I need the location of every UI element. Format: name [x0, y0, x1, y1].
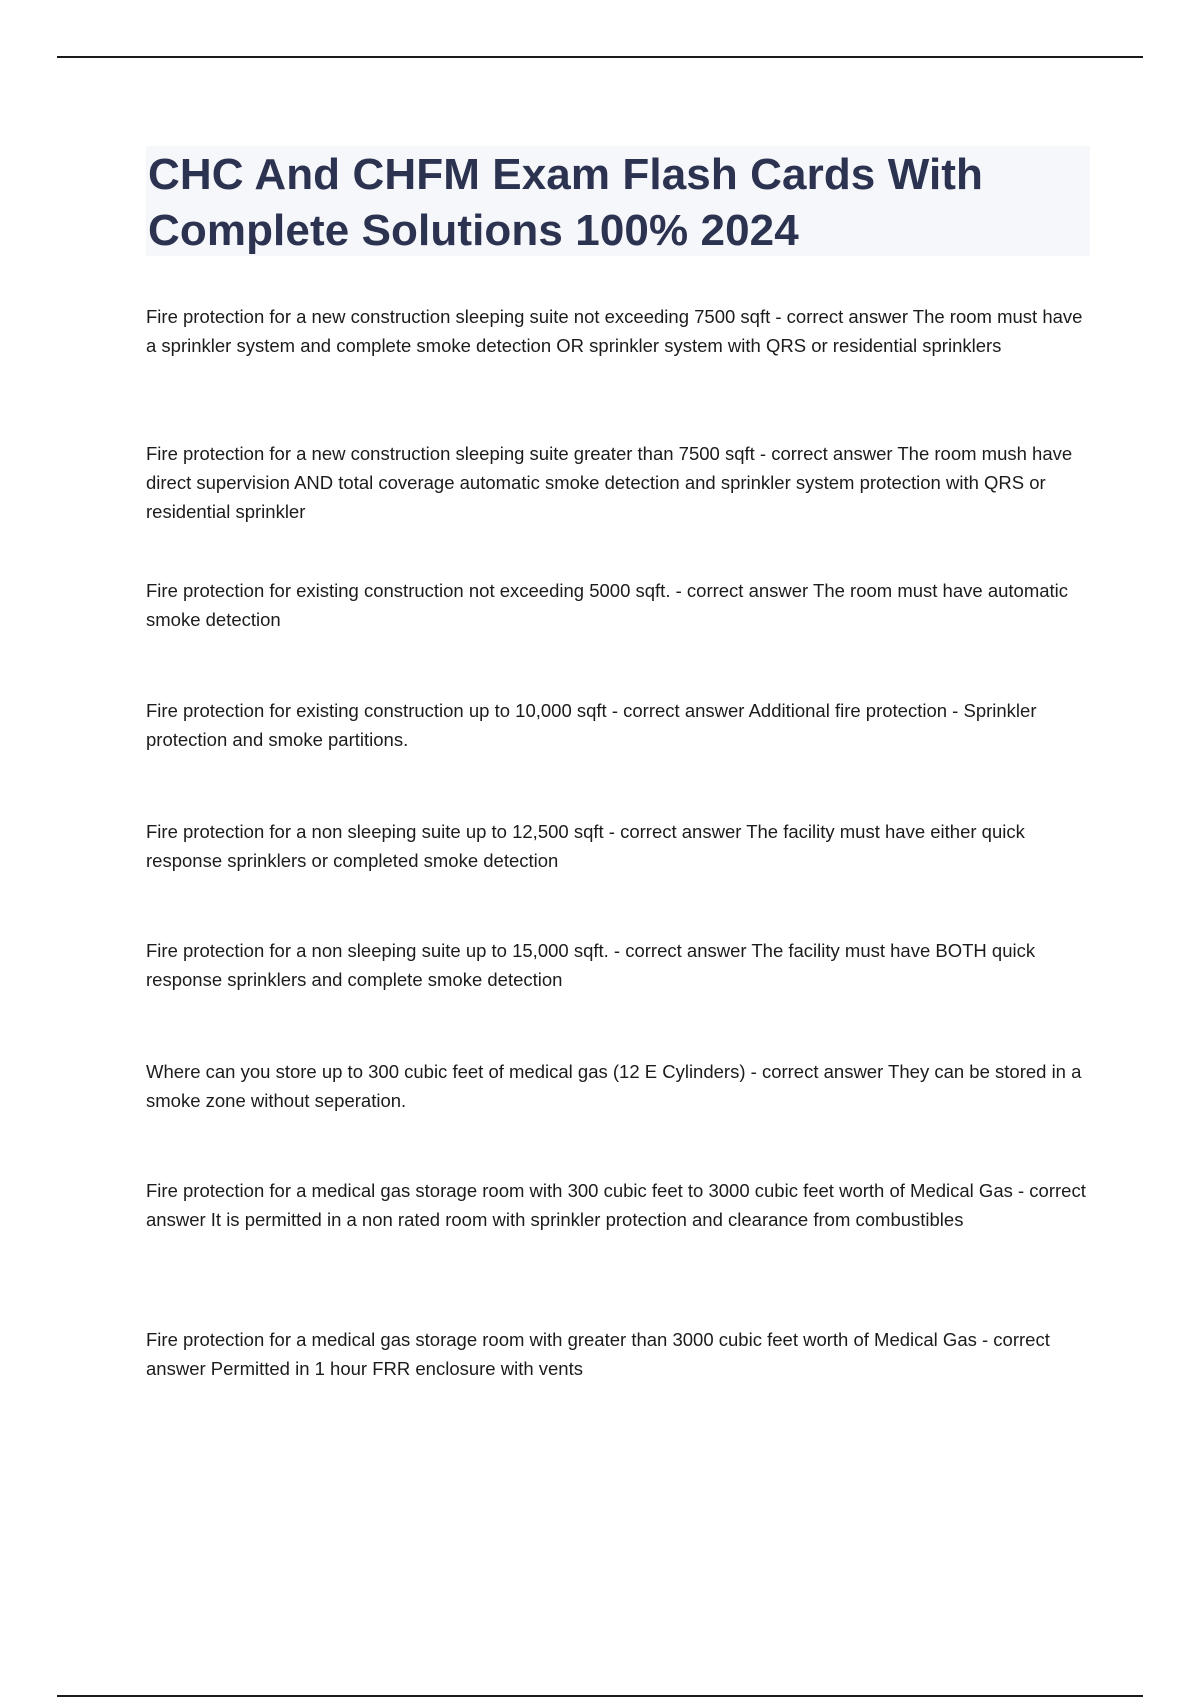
title-block — [146, 146, 1090, 256]
flash-card-1: Fire protection for a new construction sleeping suite not exceeding 7500 sqft - correct answer The room must have a sprinkler system and complete smoke detection OR sprinkler system with QRS or residential sprinklers — [146, 306, 1083, 356]
flash-card-2: Fire protection for a new construction sleeping suite greater than 7500 sqft - correct answer The room mush have direct supervision AND total coverage automatic smoke detection and sprinkler system protection with QRS or residential sprinkler — [146, 443, 1073, 522]
top-rule — [57, 56, 1143, 58]
flash-card-5: Fire protection for a non sleeping suite up to 12,500 sqft - correct answer The facility must have either quick response sprinklers or completed smoke detection — [146, 821, 1025, 871]
flash-card-4: Fire protection for existing construction up to 10,000 sqft - correct answer Additional fire protection - Sprinkler protection and smoke partitions. — [146, 700, 1037, 750]
flash-card-3: Fire protection for existing construction not exceeding 5000 sqft. - correct answer The room must have automatic smoke detection — [146, 580, 1069, 630]
flash-card-6: Fire protection for a non sleeping suite up to 15,000 sqft. - correct answer The facility must have BOTH quick response sprinklers and complete smoke detection — [146, 940, 1036, 990]
flash-card-list — [146, 302, 1086, 1383]
document-title: CHC And CHFM Exam Flash Cards With Complete Solutions 100% 2024 — [148, 150, 983, 255]
flash-card-9: Fire protection for a medical gas storage room with greater than 3000 cubic feet worth of Medical Gas - correct answer Permitted in 1 hour FRR enclosure with vents — [146, 1329, 1050, 1379]
flash-card-7: Where can you store up to 300 cubic feet of medical gas (12 E Cylinders) - correct answer They can be stored in a smoke zone without seperation. — [146, 1061, 1082, 1111]
bottom-rule — [57, 1695, 1143, 1697]
flash-card-8: Fire protection for a medical gas storage room with 300 cubic feet to 3000 cubic feet worth of Medical Gas - correct answer It is permitted in a non rated room with sprinkler protection and clearance from combustibles — [146, 1180, 1086, 1230]
